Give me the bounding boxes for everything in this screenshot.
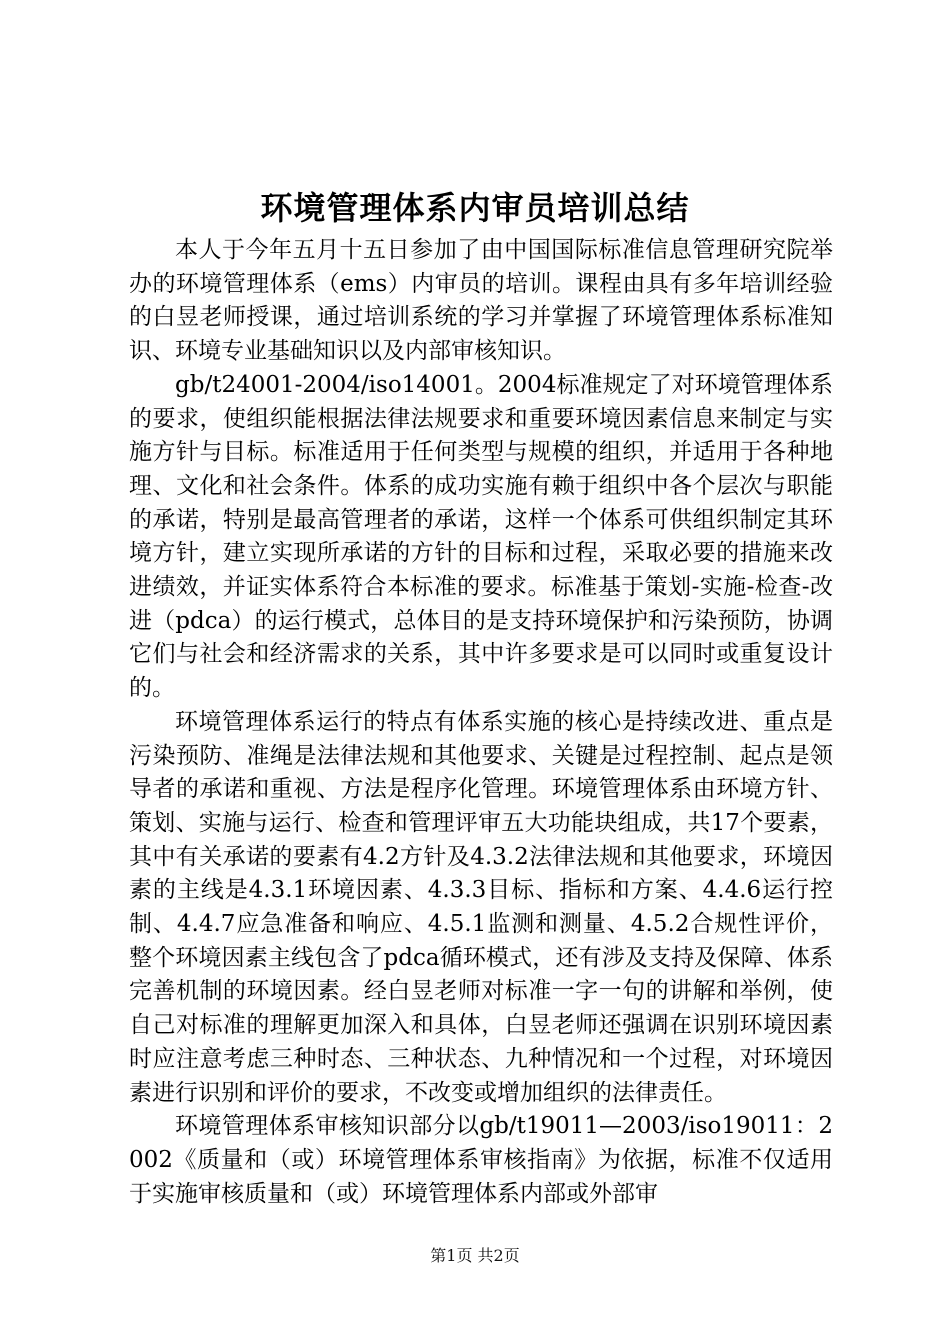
paragraph-2: gb/t24001-2004/iso14001。2004标准规定了对环境管理体系的要求，使组织能根据法律法规要求和重要环境因素信息来制定与实施方针与目标。标准适用于任何类型与规模的组织，并适用于各种地理、文化和社会条件。体系的成功实施有赖于组织中各个层次与职能的承诺，特别是最高管理者的承诺，这样一个体系可供组织制定其环境方针，建立实现所承诺的方针的目标和过程，采取必要的措施来改进绩效，并证实体系符合本标准的要求。标准基于策划-实施-检查-改进（pdca）的运行模式，总体目的是支持环境保护和污染预防，协调它们与社会和经济需求的关系，其中许多要求是可以同时或重复设计的。 — [129, 371, 833, 702]
document-title: 环境管理体系内审员培训总结 — [260, 189, 690, 227]
document-body — [129, 234, 833, 1211]
paragraph-1: 本人于今年五月十五日参加了由中国国际标准信息管理研究院举办的环境管理体系（ems）内审员的培训。课程由具有多年培训经验的白昱老师授课，通过培训系统的学习并掌握了环境管理体系标准知识、环境专业基础知识以及内部审核知识。 — [129, 237, 833, 365]
paragraph-4: 环境管理体系审核知识部分以gb/t19011—2003/iso19011：2002《质量和（或）环境管理体系审核指南》为依据，标准不仅适用于实施审核质量和（或）环境管理体系内部或外部审 — [129, 1113, 833, 1207]
page-number: 第1页 共2页 — [430, 1246, 520, 1265]
paragraph-3: 环境管理体系运行的特点有体系实施的核心是持续改进、重点是污染预防、准绳是法律法规和其他要求、关键是过程控制、起点是领导者的承诺和重视、方法是程序化管理。环境管理体系由环境方针、策划、实施与运行、检查和管理评审五大功能块组成，共17个要素，其中有关承诺的要素有4.2方针及4.3.2法律法规和其他要求，环境因素的主线是4.3.1环境因素、4.3.3目标、指标和方案、4.4.6运行控制、4.4.7应急准备和响应、4.5.1监测和测量、4.5.2合规性评价，整个环境因素主线包含了pdca循环模式，还有涉及支持及保障、体系完善机制的环境因素。经白昱老师对标准一字一句的讲解和举例，使自己对标准的理解更加深入和具体，白昱老师还强调在识别环境因素时应注意考虑三种时态、三种状态、九种情况和一个过程，对环境因素进行识别和评价的要求，不改变或增加组织的法律责任。 — [129, 708, 833, 1106]
